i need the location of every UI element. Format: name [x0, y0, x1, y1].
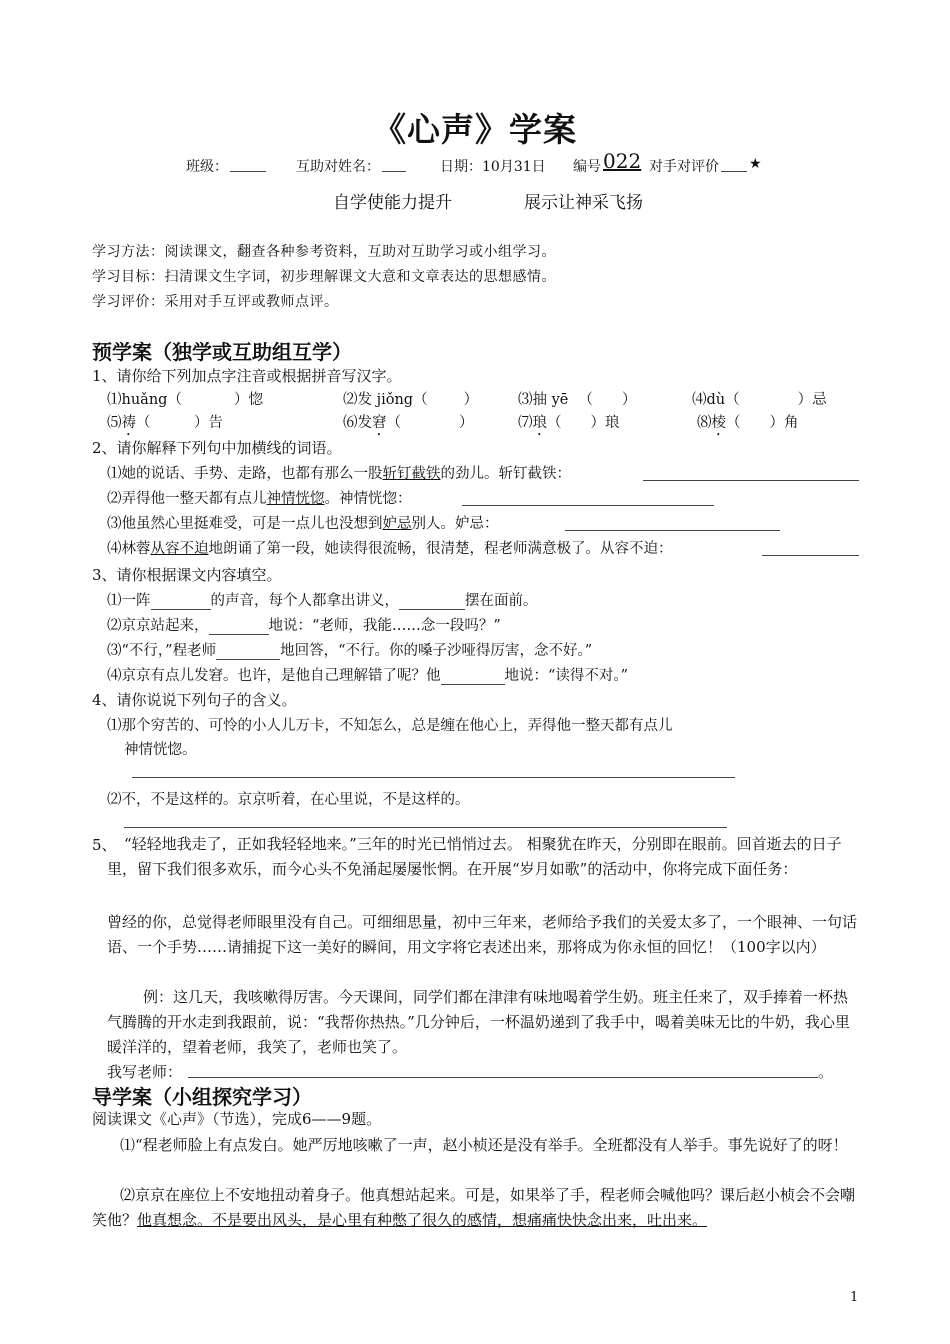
q3-line-1: ⑴一阵 的声音，每个人都拿出讲义， 摆在面前。 — [107, 593, 538, 609]
q1-item-8: ⑻棱（ ）角 — [697, 415, 799, 431]
class-blank[interactable] — [230, 171, 266, 172]
q5-write-label: 我写老师： — [107, 1063, 183, 1081]
partner-blank[interactable] — [382, 171, 406, 172]
date-label: 日期：10月31日 — [440, 159, 546, 175]
q5-example: 例：这几天，我咳嗽得厉害。今天课间，同学们都在津津有味地喝着学生奶。班主任来了，双手捧着一杯热气腾腾的开水走到我跟前，说：“我帮你热热。”几分钟后，一杯温奶递到了我手中，喝着美味无比的牛奶，我心里暖洋洋的，望着老师，我笑了，老师也笑了。 — [107, 988, 850, 1056]
q4-sentence-2: ⑵不，不是这样的。京京听着，在心里说，不是这样的。 — [107, 792, 470, 808]
study-goal: 学习目标：扫清课文生字词，初步理解课文大意和文章表达的思想感情。 — [92, 269, 556, 285]
reading-paragraph-2: ⑵京京在座位上不安地扭动着身子。他真想站起来。可是，如果举了手，程老师会喊他吗？课后赵小桢会不会嘲笑他？他真想念。不是要出风头，是心里有种憋了很久的感情，想痛痛快快念出来，吐出来。 — [92, 1186, 856, 1229]
reading-paragraph-1: ⑴“程老师脸上有点发白。她严厉地咳嗽了一声，赵小桢还是没有举手。全班都没有人举手。事先说好了的呀！ — [120, 1136, 848, 1154]
q3-blank-5[interactable] — [441, 668, 505, 685]
q5-paragraph-1: “轻轻地我走了，正如我轻轻地来。”三年的时光已悄悄过去。 相聚犹在昨天，分别即在眼前。回首逝去的日子里，留下我们很多欢乐，而今心头不免涌起屡屡怅惘。在开展“岁月如歌”的活动中，你将完成下面任务： — [107, 835, 842, 878]
q3-blank-3[interactable] — [209, 618, 269, 635]
q3-blank-4[interactable] — [216, 643, 280, 660]
q3-blank-1[interactable] — [151, 593, 211, 610]
q3-blank-2[interactable] — [399, 593, 465, 610]
slogan-left: 自学使能力提升 — [333, 193, 452, 213]
q1-item-6: ⑹发窘（ ） — [343, 415, 474, 431]
q3-line-4: ⑷京京有点儿发窘。也许，是他自己理解错了呢？他 地说：“读得不对。” — [107, 668, 629, 684]
q4-answer-1[interactable] — [132, 777, 735, 778]
number-label: 编号 — [573, 159, 601, 175]
eval-label: 对手对评价 — [649, 159, 719, 175]
q4-answer-2[interactable] — [124, 827, 727, 828]
q1-item-2: ⑵发 jiǒng（ ） — [343, 392, 479, 408]
section-heading-guided: 导学案（小组探究学习） — [92, 1085, 312, 1109]
q1-item-4: ⑷dù（ ）忌 — [692, 392, 827, 408]
q5-end-mark: 。 — [818, 1063, 834, 1081]
eval-blank[interactable] — [721, 171, 747, 172]
partner-label: 互助对姓名： — [296, 159, 380, 175]
q2-answer-3[interactable] — [565, 530, 780, 531]
underlined-sentence: 他真想念。不是要出风头，是心里有种憋了很久的感情，想痛痛快快念出来，吐出来。 — [137, 1211, 708, 1229]
q2-answer-4[interactable] — [762, 555, 859, 556]
number-value: 022 — [603, 149, 642, 173]
q2-answer-2[interactable] — [462, 505, 714, 506]
q1-item-5: ⑸祷（ ）告 — [107, 415, 223, 431]
q4-sentence-1-cont: 神情恍惚。 — [124, 742, 197, 758]
q2-item-1: ⑴她的说话、手势、走路，也都有那么一股斩钉截铁的劲儿。斩钉截铁： — [107, 466, 571, 482]
q1-item-3: ⑶抽 yē （ ） — [518, 392, 637, 408]
q3-line-3: ⑶“不行，”程老师 地回答，“不行。你的嗓子沙哑得厉害，念不好。” — [107, 643, 593, 659]
q5-number: 5、 — [92, 836, 117, 854]
q2-prompt: 2、请你解释下列句中加横线的词语。 — [92, 439, 342, 457]
page-title: 《心声》学案 — [373, 110, 577, 149]
page-number: 1 — [850, 1290, 859, 1305]
q3-prompt: 3、请你根据课文内容填空。 — [92, 566, 282, 584]
class-label: 班级： — [186, 159, 228, 175]
q2-item-3: ⑶他虽然心里挺难受，可是一点儿也没想到妒忌别人。妒忌： — [107, 516, 499, 532]
reading-intro: 阅读课文《心声》（节选），完成6——9题。 — [92, 1110, 382, 1128]
q5-paragraph-2: 曾经的你，总觉得老师眼里没有自己。可细细思量，初中三年来，老师给予我们的关爱太多了，一个眼神、一句话语、一个手势……请捕捉下这一美好的瞬间，用文字将它表述出来，那将成为你永恒的回忆！（100字以内） — [107, 913, 858, 956]
q1-prompt: 1、请你给下列加点字注音或根据拼音写汉字。 — [92, 367, 402, 385]
q4-sentence-1: ⑴那个穷苦的、可怜的小人儿万卡，不知怎么，总是缠在他心上，弄得他一整天都有点儿 — [107, 718, 673, 734]
study-method: 学习方法：阅读课文，翻查各种参考资料，互助对互助学习或小组学习。 — [92, 244, 556, 260]
q4-prompt: 4、请你说说下列句子的含义。 — [92, 691, 297, 709]
q2-answer-1[interactable] — [643, 480, 859, 481]
q1-item-1: ⑴huǎng（ ）惚 — [107, 392, 263, 408]
star-icon: ★ — [749, 156, 762, 172]
q2-item-4: ⑷林蓉从容不迫地朗诵了第一段，她读得很流畅，很清楚，程老师满意极了。从容不迫： — [107, 541, 673, 557]
section-heading-preview: 预学案（独学或互助组互学） — [92, 340, 352, 364]
q5-answer[interactable] — [188, 1077, 818, 1078]
q1-item-7: ⑺琅（ ）琅 — [518, 415, 620, 431]
study-evaluation: 学习评价：采用对手互评或教师点评。 — [92, 294, 339, 310]
slogan-right: 展示让神采飞扬 — [524, 193, 643, 213]
q2-item-2: ⑵弄得他一整天都有点儿神情恍惚。神情恍惚： — [107, 491, 412, 507]
q3-line-2: ⑵京京站起来， 地说：“老师，我能……念一段吗？” — [107, 618, 501, 634]
